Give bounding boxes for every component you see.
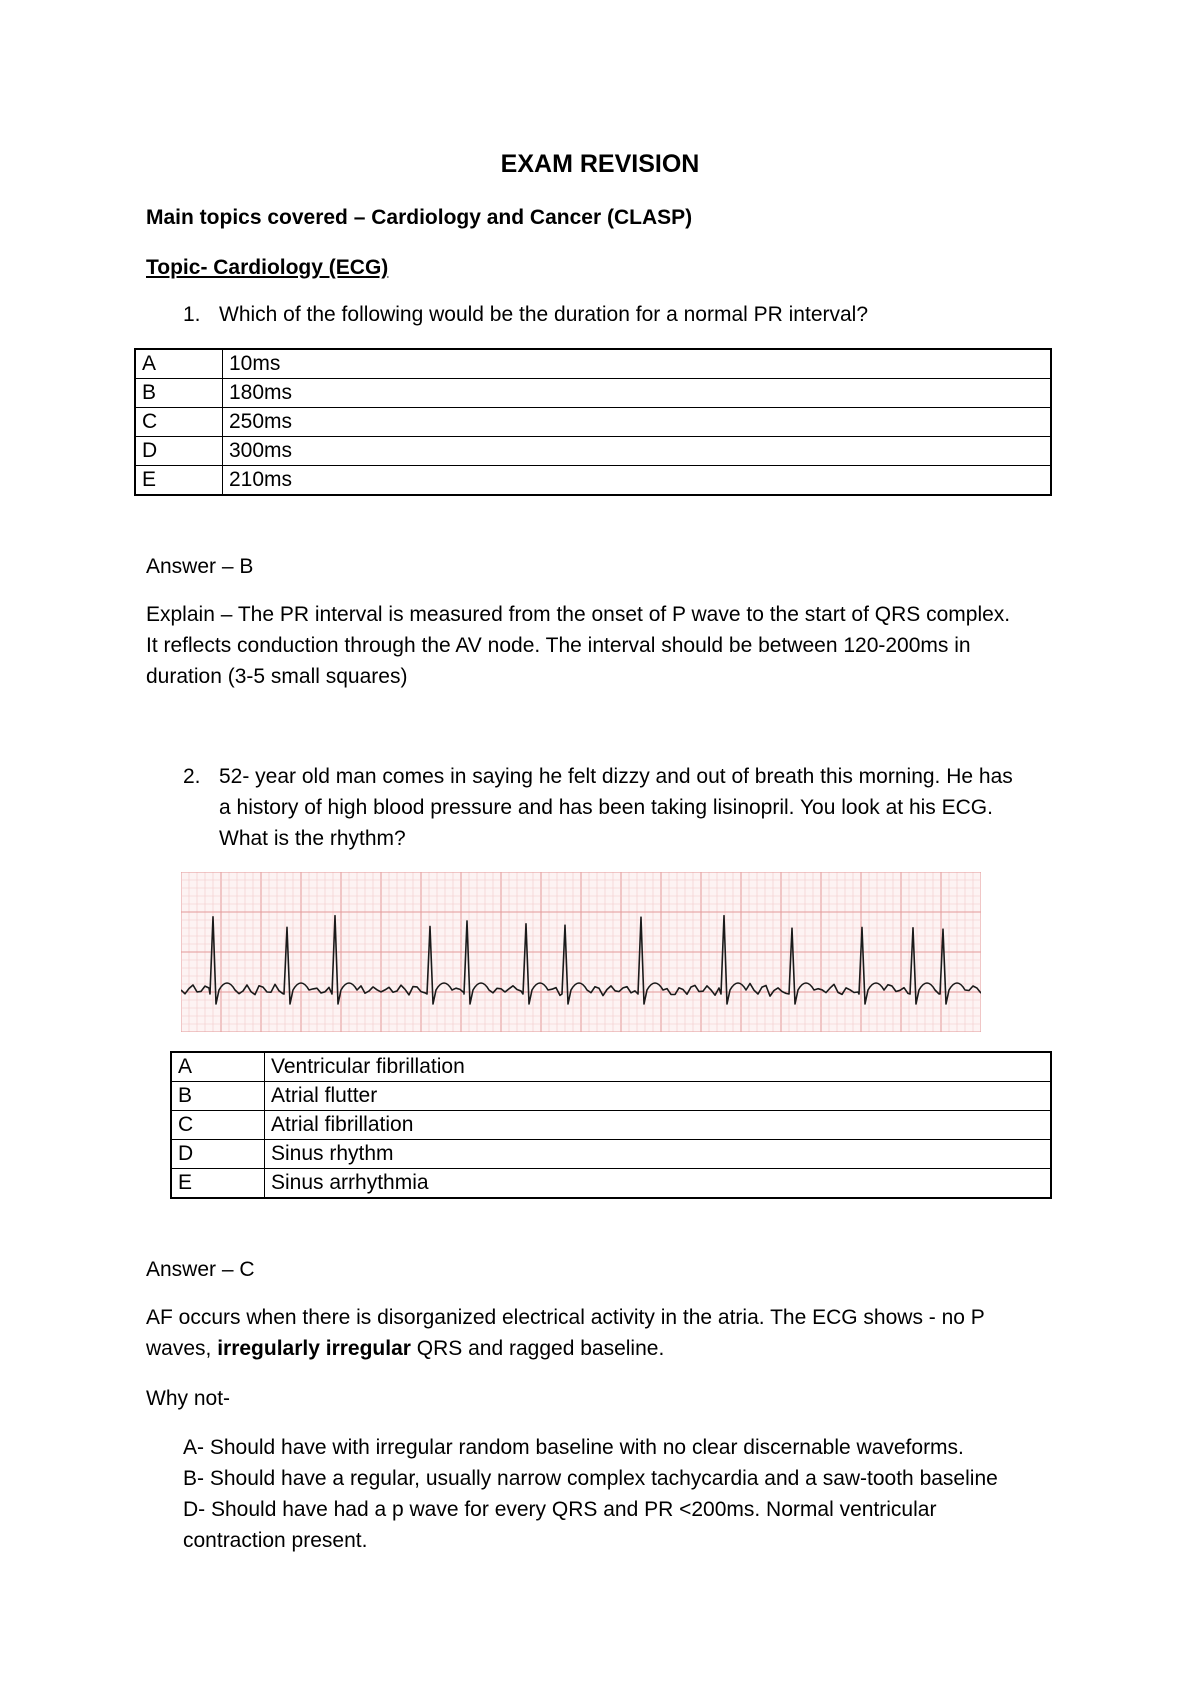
page-title: EXAM REVISION [500,150,700,178]
table-row [135,379,1051,408]
table-row [135,349,1051,379]
table-row [135,408,1051,437]
option-letter: A [171,1052,265,1082]
option-text: Sinus rhythm [265,1140,1052,1169]
explanation-emphasis: irregularly irregular [217,1337,411,1360]
q1-explanation [146,599,1010,692]
topic-heading: Topic- Cardiology (ECG) [146,256,389,279]
option-text: Ventricular fibrillation [265,1052,1052,1082]
q1-answer: Answer – B [146,555,254,578]
option-text: 300ms [223,437,1052,466]
option-text: Sinus arrhythmia [265,1169,1052,1199]
option-letter: B [171,1082,265,1111]
q2-number: 2. [183,765,201,788]
explanation-line: Explain – The PR interval is measured from the onset of P wave to the start of QRS complex. [146,603,1011,626]
why-not-list [183,1432,998,1556]
explanation-line: AF occurs when there is disorganized electrical activity in the atria. The ECG shows - no P [146,1306,985,1329]
table-row [171,1082,1051,1111]
option-letter: C [135,408,223,437]
q2-options-table [170,1051,1052,1199]
option-letter: E [171,1169,265,1199]
option-letter: B [135,379,223,408]
list-item: A- Should have with irregular random baseline with no clear discernable waveforms. [183,1436,964,1459]
why-not-heading: Why not- [146,1387,231,1410]
explanation-line [146,1333,985,1364]
ecg-strip-image [181,872,981,1032]
table-row [171,1052,1051,1082]
q2-answer: Answer – C [146,1258,255,1281]
question-line: 52- year old man comes in saying he felt dizzy and out of breath this morning. He has [219,765,1013,788]
option-text: 10ms [223,349,1052,379]
option-text: Atrial fibrillation [265,1111,1052,1140]
explanation-text: QRS and ragged baseline. [410,1337,665,1360]
q2-explanation [146,1302,985,1364]
table-row [171,1111,1051,1140]
q1-options-table [134,348,1052,496]
option-text: 210ms [223,466,1052,496]
explanation-text: waves, [146,1337,218,1360]
q2-question [219,761,1013,854]
q1-number: 1. [183,303,201,326]
option-letter: D [135,437,223,466]
table-row [171,1169,1051,1199]
option-letter: C [171,1111,265,1140]
main-topics-heading: Main topics covered – Cardiology and Cancer (CLASP) [146,206,693,229]
question-line: a history of high blood pressure and has been taking lisinopril. You look at his ECG. [219,796,993,819]
option-letter: D [171,1140,265,1169]
table-row [171,1140,1051,1169]
table-row [135,437,1051,466]
option-text: 250ms [223,408,1052,437]
table-row [135,466,1051,496]
list-item: contraction present. [183,1529,368,1552]
option-letter: A [135,349,223,379]
option-letter: E [135,466,223,496]
option-text: 180ms [223,379,1052,408]
option-text: Atrial flutter [265,1082,1052,1111]
explanation-line: It reflects conduction through the AV node. The interval should be between 120-200ms in [146,634,971,657]
question-line: What is the rhythm? [219,827,406,850]
list-item: D- Should have had a p wave for every QRS and PR <200ms. Normal ventricular [183,1498,937,1521]
q1-question: Which of the following would be the duration for a normal PR interval? [219,303,869,326]
explanation-line: duration (3-5 small squares) [146,665,408,688]
list-item: B- Should have a regular, usually narrow complex tachycardia and a saw-tooth baseline [183,1467,998,1490]
